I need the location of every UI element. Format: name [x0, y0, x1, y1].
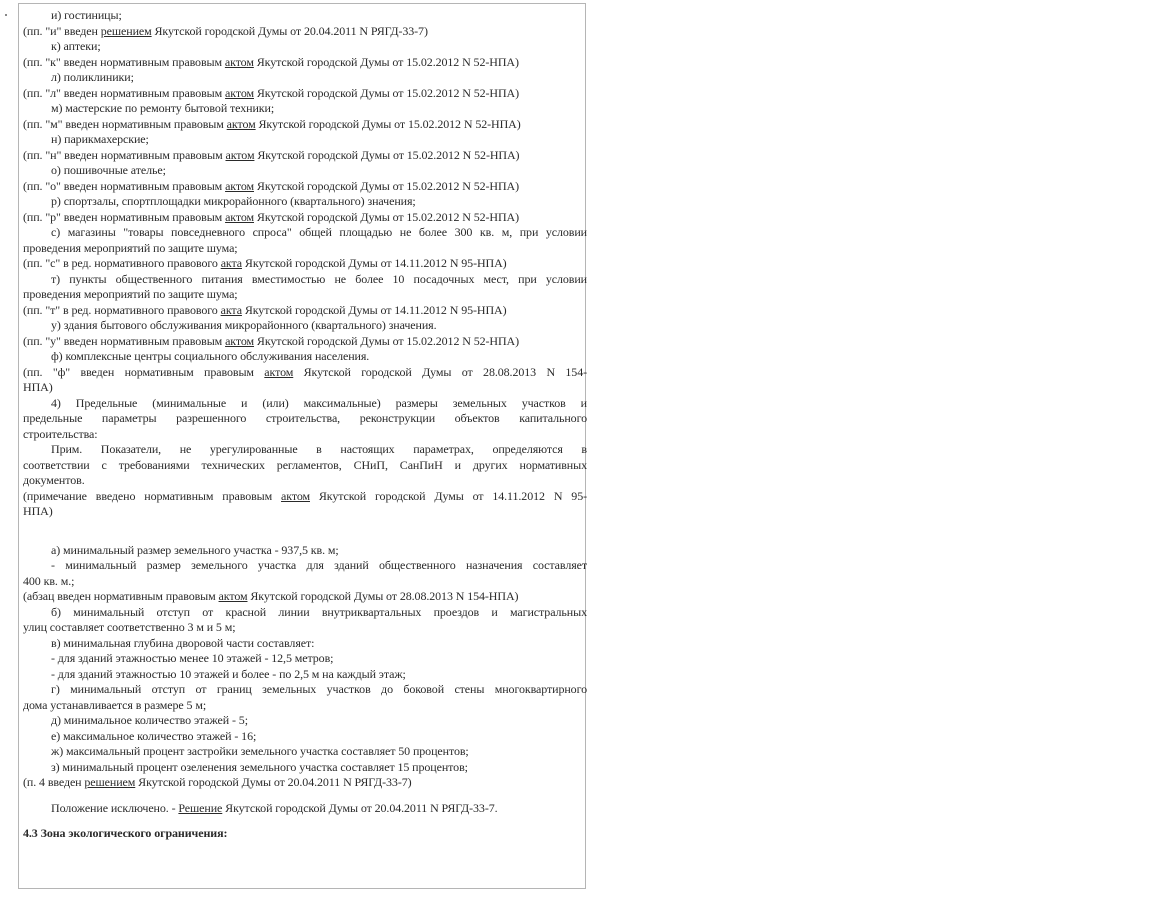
text-line: - для зданий этажностью менее 10 этажей - 12,5 метров; — [51, 651, 334, 665]
text-line: соответствии с требованиями технических регламентов, СНиП, СанПиН и других нормативных — [23, 457, 587, 472]
text-line — [23, 148, 587, 164]
line-text: Якутской городской Думы от 14.11.2012 N 95-НПА) — [242, 256, 507, 270]
text-line: Прим. Показатели, не урегулированные в настоящих параметрах, определяются в — [51, 442, 587, 456]
text-line — [23, 117, 587, 133]
text-line — [23, 210, 587, 226]
spacer — [23, 816, 587, 826]
reference-link[interactable]: актом — [225, 85, 254, 100]
line-text: Якутской городской Думы от 15.02.2012 N 52-НПА) — [254, 85, 520, 100]
text-line: 4) Предельные (минимальные и (или) максимальные) размеры земельных участков и — [51, 395, 587, 410]
reference-link[interactable]: актом — [225, 333, 255, 348]
document-page — [18, 3, 586, 889]
line-text: Якутской городской Думы от 15.02.2012 N 52-НПА) — [253, 54, 519, 69]
text-line: у) здания бытового обслуживания микрорайонного (квартального) значения. — [51, 318, 437, 332]
line-text: (пп. "л" введен нормативным правовым — [23, 85, 226, 100]
line-text: (пп. "у" введен нормативным правовым — [23, 333, 226, 348]
reference-link[interactable]: решением — [100, 23, 152, 38]
line-text: Якутской городской Думы от 15.02.2012 N 52-НПА) — [254, 178, 520, 193]
line-text: (пп. "о" введен нормативным правовым — [23, 178, 226, 193]
line-text: Якутской городской Думы от 20.04.2011 N РЯГД-33-7) — [135, 775, 412, 789]
reference-link[interactable]: актом — [224, 54, 254, 69]
reference-link[interactable]: акта — [220, 302, 242, 317]
reference-link[interactable]: актом — [281, 488, 310, 503]
text-line: - для зданий этажностью 10 этажей и более - по 2,5 м на каждый этаж; — [51, 666, 406, 681]
text-line: - минимальный размер земельного участка для зданий общественного назначения составляет — [51, 558, 587, 572]
text-line: строительства: — [23, 426, 98, 441]
reference-link[interactable]: актом — [218, 589, 248, 603]
text-line: м) мастерские по ремонту бытовой техники; — [51, 101, 275, 115]
reference-link[interactable]: актом — [225, 178, 255, 193]
line-text: Якутской городской Думы от 15.02.2012 N 52-НПА) — [255, 116, 521, 131]
text-line: и) гостиницы; — [51, 8, 122, 22]
line-text: Якутской городской Думы от 28.08.2013 N 154- — [293, 364, 587, 379]
text-line — [23, 179, 587, 195]
reference-link[interactable]: акта — [220, 256, 243, 270]
line-text: (пп. "н" введен нормативным правовым — [23, 147, 226, 162]
text-line: 400 кв. м.; — [23, 573, 75, 588]
text-line: документов. — [23, 473, 85, 487]
line-text: Якутской городской Думы от 15.02.2012 N 52-НПА) — [254, 333, 520, 348]
text-line — [23, 55, 587, 71]
text-line: д) минимальное количество этажей - 5; — [51, 713, 248, 727]
line-text: (пп. "к" введен нормативным правовым — [23, 54, 225, 69]
line-text: Положение исключено. - — [51, 800, 179, 815]
line-text: (пп. "т" в ред. нормативного правового — [23, 302, 221, 317]
text-line — [23, 365, 587, 381]
text-line: ф) комплексные центры социального обслуживания населения. — [51, 349, 370, 363]
line-text: (пп. "и" введен — [23, 23, 101, 38]
text-line: г) минимальный отступ от границ земельных участков до боковой стены многоквартирного — [51, 682, 587, 696]
text-line: к) аптеки; — [51, 39, 101, 53]
line-text: (пп. "ф" введен нормативным правовым — [23, 364, 265, 379]
section-heading: 4.3 Зона экологического ограничения: — [23, 826, 228, 840]
line-text: Якутской городской Думы от 14.11.2012 N 95-НПА) — [241, 302, 507, 317]
line-text: Якутской городской Думы от 20.04.2011 N РЯГД-33-7. — [222, 800, 498, 815]
reference-link[interactable]: актом — [226, 116, 256, 131]
text-line: е) максимальное количество этажей - 16; — [51, 728, 257, 743]
text-line: л) поликлиники; — [51, 70, 134, 84]
text-line: р) спортзалы, спортплощадки микрорайонного (квартального) значения; — [51, 194, 416, 208]
line-text: Якутской городской Думы от 14.11.2012 N 95- — [309, 488, 587, 503]
text-line — [23, 86, 587, 102]
line-text: (п. 4 введен — [23, 775, 85, 789]
text-line: о) пошивочные ателье; — [51, 163, 166, 177]
line-text: (пп. "м" введен нормативным правовым — [23, 116, 227, 131]
line-text: (примечание введено нормативным правовым — [23, 488, 282, 503]
reference-link[interactable]: Решение — [178, 800, 223, 815]
line-text: Якутской городской Думы от 20.04.2011 N РЯГД-33-7) — [151, 23, 428, 38]
text-line — [23, 303, 587, 319]
line-text: (абзац введен нормативным правовым — [23, 589, 219, 603]
text-line: з) минимальный процент озеленения земельного участка составляет 15 процентов; — [51, 759, 468, 774]
text-line: проведения мероприятий по защите шума; — [23, 287, 238, 301]
text-line: проведения мероприятий по защите шума; — [23, 240, 238, 255]
line-text: Якутской городской Думы от 15.02.2012 N 52-НПА) — [254, 209, 520, 224]
scan-speck — [5, 14, 7, 16]
text-line: н) парикмахерские; — [51, 132, 149, 146]
text-line — [23, 334, 587, 350]
reference-link[interactable]: актом — [225, 147, 255, 162]
line-text: Якутской городской Думы от 28.08.2013 N 154-НПА) — [247, 589, 519, 603]
text-line: предельные параметры разрешенного строительства, реконструкции объектов капитального — [23, 411, 587, 425]
text-line — [23, 489, 587, 505]
text-line: с) магазины "товары повседневного спроса" общей площадью не более 300 кв. м, при условии — [51, 225, 587, 239]
spacer — [23, 791, 587, 801]
blank-line — [23, 520, 587, 543]
text-line: ж) максимальный процент застройки земельного участка составляет 50 процентов; — [51, 744, 469, 758]
text-line: т) пункты общественного питания вместимостью не более 10 посадочных мест, при условии — [51, 271, 587, 286]
text-line: дома устанавливается в размере 5 м; — [23, 697, 207, 712]
line-text: Якутской городской Думы от 15.02.2012 N 52-НПА) — [254, 147, 520, 162]
text-line — [23, 24, 587, 40]
line-text: (пп. "р" введен нормативным правовым — [23, 209, 226, 224]
text-line — [23, 775, 587, 791]
text-line: НПА) — [23, 380, 53, 394]
text-line — [23, 256, 587, 272]
text-line — [23, 589, 587, 605]
line-text: (пп. "с" в ред. нормативного правового — [23, 256, 221, 270]
reference-link[interactable]: актом — [264, 364, 294, 379]
reference-link[interactable]: решением — [84, 775, 136, 789]
text-line: а) минимальный размер земельного участка - 937,5 кв. м; — [51, 542, 339, 557]
text-line: НПА) — [23, 504, 53, 518]
text-line: б) минимальный отступ от красной линии внутриквартальных проездов и магистральных — [51, 604, 587, 619]
text-line: в) минимальная глубина дворовой части составляет: — [51, 635, 315, 650]
text-line: улиц составляет соответственно 3 м и 5 м; — [23, 620, 236, 634]
document-text — [23, 8, 587, 842]
text-line — [23, 801, 587, 817]
reference-link[interactable]: актом — [225, 209, 255, 224]
